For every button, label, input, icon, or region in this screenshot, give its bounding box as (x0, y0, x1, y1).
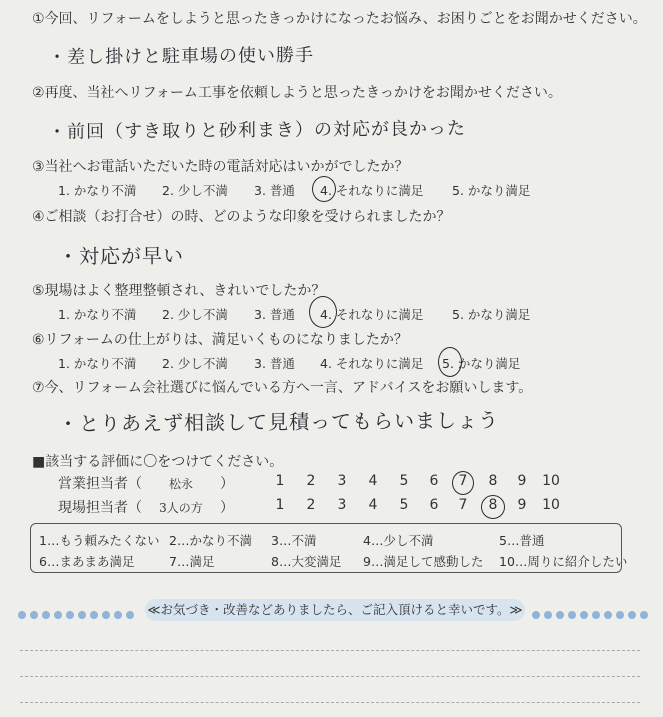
sales-num-8[interactable]: 8 (488, 473, 498, 489)
site-num-8[interactable]: 8 (488, 497, 498, 513)
legend-5: 5…普通 (499, 533, 545, 548)
question-4-answer: ・対応が早い (57, 243, 185, 269)
question-5-text: ⑤現場はよく整理整頓され、きれいでしたか？ (32, 283, 326, 299)
site-num-9[interactable]: 9 (517, 497, 527, 513)
site-num-3[interactable]: 3 (337, 497, 347, 513)
option-5[interactable]: 5. かなり満足 (442, 356, 521, 371)
answer-circle (312, 176, 336, 202)
footer-banner: ≪お気づき・改善などありましたら、ご記入頂けると幸いです。≫ (145, 599, 525, 621)
sales-name: 松永 (168, 477, 193, 491)
option-3[interactable]: 3. 普通 (254, 183, 295, 198)
site-num-7[interactable]: 7 (458, 497, 468, 513)
site-label (58, 497, 234, 517)
comment-line-3 (20, 702, 640, 703)
site-selected-circle (481, 495, 505, 519)
option-3[interactable]: 3. 普通 (254, 356, 295, 371)
question-3-text: ③当社へお電話いただいた時の電話対応はいかがでしたか？ (32, 159, 409, 175)
question-1-answer: ・差し掛けと駐車場の使い勝手 (47, 44, 315, 69)
site-num-2[interactable]: 2 (306, 497, 316, 513)
rating-legend (30, 523, 628, 573)
legend-8: 8…大変満足 (271, 554, 342, 569)
dot-decoration-left (18, 604, 138, 616)
sales-num-10[interactable]: 10 (542, 473, 560, 489)
option-2[interactable]: 2. 少し不満 (162, 183, 228, 198)
option-2[interactable]: 2. 少し不満 (162, 307, 228, 322)
question-6-text: ⑥リフォームの仕上がりは、満足いくものになりましたか？ (32, 332, 408, 348)
rating-heading: ■該当する評価に〇をつけてください。 (32, 454, 284, 470)
sales-num-1[interactable]: 1 (275, 473, 285, 489)
site-num-10[interactable]: 10 (542, 497, 560, 513)
question-1-text: ①今回、リフォームをしようと思ったきっかけになったお悩み、お困りごとをお聞かせください。 (32, 11, 647, 27)
site-num-6[interactable]: 6 (429, 497, 439, 513)
option-1[interactable]: 1. かなり不満 (58, 183, 137, 198)
site-num-1[interactable]: 1 (275, 497, 285, 513)
site-name: 3人の方 (159, 501, 203, 515)
question-2-answer: ・前回（すき取りと砂利まき）の対応が良かった (47, 118, 467, 143)
legend-3: 3…不満 (271, 533, 317, 548)
answer-circle (309, 296, 337, 328)
option-4[interactable]: 4. それなりに満足 (320, 356, 424, 371)
legend-2: 2…かなり不満 (169, 533, 252, 548)
option-3[interactable]: 3. 普通 (254, 307, 295, 322)
comment-line-2 (20, 676, 640, 677)
legend-9: 9…満足して感動した (363, 554, 484, 569)
dot-decoration-right (532, 604, 652, 616)
sales-label-text: 営業担当者（ (58, 476, 142, 492)
option-4[interactable]: 4. それなりに満足 (320, 183, 424, 198)
sales-label (58, 473, 234, 493)
question-7-text: ⑦今、リフォーム会社選びに悩んでいる方へ一言、アドバイスをお願いします。 (32, 380, 533, 396)
answer-circle (438, 347, 462, 377)
site-label-text: 現場担当者（ (58, 500, 142, 516)
question-2-text: ②再度、当社へリフォーム工事を依頼しようと思ったきっかけをお聞かせください。 (32, 85, 562, 101)
sales-selected-circle (452, 471, 474, 495)
option-5[interactable]: 5. かなり満足 (452, 183, 531, 198)
comment-line-1 (20, 650, 640, 651)
question-7-answer: ・とりあえず相談して見積ってもらいましょう (57, 408, 500, 436)
site-close: ） (220, 500, 234, 516)
legend-10: 10…周りに紹介したい (499, 554, 628, 569)
sales-num-5[interactable]: 5 (399, 473, 409, 489)
legend-6: 6…まあまあ満足 (39, 554, 135, 569)
site-rating-row (0, 497, 663, 519)
sales-num-2[interactable]: 2 (306, 473, 316, 489)
sales-num-3[interactable]: 3 (337, 473, 347, 489)
option-4[interactable]: 4. それなりに満足 (320, 307, 424, 322)
sales-num-6[interactable]: 6 (429, 473, 439, 489)
sales-num-7[interactable]: 7 (458, 473, 468, 489)
legend-7: 7…満足 (169, 554, 215, 569)
question-4-text: ④ご相談（お打合せ）の時、どのような印象を受けられましたか？ (32, 209, 451, 225)
sales-num-9[interactable]: 9 (517, 473, 527, 489)
option-2[interactable]: 2. 少し不満 (162, 356, 228, 371)
option-1[interactable]: 1. かなり不満 (58, 356, 137, 371)
sales-close: ） (220, 476, 234, 492)
legend-4: 4…少し不満 (363, 533, 434, 548)
sales-num-4[interactable]: 4 (368, 473, 378, 489)
option-1[interactable]: 1. かなり不満 (58, 307, 137, 322)
sales-rating-row (0, 473, 663, 495)
site-num-4[interactable]: 4 (368, 497, 378, 513)
site-num-5[interactable]: 5 (399, 497, 409, 513)
option-5[interactable]: 5. かなり満足 (452, 307, 531, 322)
legend-1: 1…もう頼みたくない (39, 533, 160, 548)
